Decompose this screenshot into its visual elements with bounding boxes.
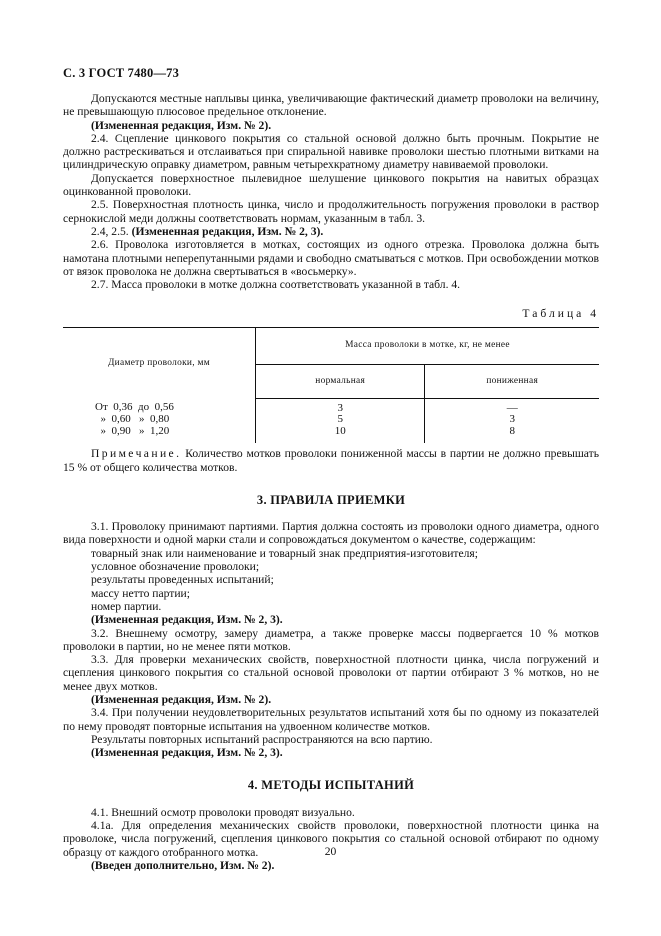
list-item: товарный знак или наименование и товарный знак предприятия-изготовителя;: [91, 546, 478, 560]
table-caption: Таблица 4: [522, 307, 599, 321]
cell-diameter: » 0,60 » 0,80: [63, 414, 256, 426]
cell-normal: 5: [256, 414, 425, 426]
amendment-note: (Измененная редакция, Изм. № 2, 3).: [131, 224, 324, 238]
paragraph-2-4: 2.4. Сцепление цинкового покрытия со стальной основой должно быть прочным. Покрытие не должно растрескиваться и отслаиваться при спиральной навивке проволоки шестью плотными витками на цилиндрическую оправку диаметром, равным четырехкратному диаметру навиваемой проволоки.: [63, 131, 599, 172]
page-number: 20: [324, 845, 337, 858]
amendment-note: (Измененная редакция, Изм. № 2, 3).: [91, 613, 283, 627]
amendment-note: (Измененная редакция, Изм. № 2, 3).: [91, 746, 283, 760]
document-body: [63, 92, 599, 872]
paragraph-3-1: 3.1. Проволоку принимают партиями. Партия должна состоять из проволоки одного диаметра, одного вида поверхности и одной марки стали и сопровождаться документом о качестве, содержащим:: [63, 520, 599, 547]
page-header: С. 3 ГОСТ 7480—73: [63, 66, 180, 80]
table-note: [63, 447, 599, 474]
table-row: [63, 398, 599, 414]
paragraph-2-5: 2.5. Поверхностная плотность цинка, число и продолжительность погружения проволоки в раствор сернокислой меди должны соответствовать нормам, указанным в табл. 3.: [63, 198, 599, 225]
column-header-mass: Масса проволоки в мотке, кг, не менее: [256, 327, 600, 364]
cell-diameter: От 0,36 до 0,56: [63, 398, 256, 414]
table-4: [63, 327, 599, 444]
clause-numbers: 2.4, 2.5.: [91, 224, 132, 238]
table-row: [63, 426, 599, 444]
paragraph-3-4: 3.4. При получении неудовлетворительных результатов испытаний хотя бы по одному из показателей по нему проводят повторные испытания на удвоенном количестве мотков.: [63, 706, 599, 733]
cell-normal: 10: [256, 426, 425, 444]
column-header-normal: нормальная: [256, 364, 425, 398]
cell-reduced: 3: [509, 413, 515, 426]
paragraph-3-3: 3.3. Для проверки механических свойств, поверхностной плотности цинка, числа погружений и сцепления цинкового покрытия со стальной основой проволоки от партии отбирают 3 % мотков, но не менее двух мотков.: [63, 653, 599, 693]
paragraph-flaking: Допускается поверхностное пылевидное шелушение цинкового покрытия на навитых образцах оцинкованной проволоки.: [63, 171, 599, 199]
note-text: Количество мотков проволоки пониженной массы в партии не должно превышать 15 % от общего количества мотков.: [63, 447, 599, 474]
list-item: условное обозначение проволоки;: [91, 560, 260, 574]
list-item: номер партии.: [91, 599, 162, 613]
paragraph-zinc-sags: Допускаются местные наплывы цинка, увеличивающие фактический диаметр проволоки на величину, не превышающую плюсовое предельное отклонение.: [63, 92, 599, 119]
column-header-diameter: Диаметр проволоки, мм: [63, 327, 256, 398]
paragraph-2-7: 2.7. Масса проволоки в мотке должна соответствовать указанной в табл. 4.: [91, 278, 461, 292]
amendment-note: (Измененная редакция, Изм. № 2).: [91, 118, 272, 132]
paragraph-4-1: 4.1. Внешний осмотр проволоки проводят визуально.: [91, 805, 355, 819]
section-3-title: 3. ПРАВИЛА ПРИЕМКИ: [256, 492, 406, 507]
amendment-note: (Измененная редакция, Изм. № 2).: [91, 693, 272, 706]
paragraph-retest: Результаты повторных испытаний распространяются на всю партию.: [91, 732, 433, 746]
list-item: результаты проведенных испытаний;: [91, 573, 274, 587]
cell-reduced: —: [506, 401, 518, 414]
paragraph-2-4-2-5-amendment: [63, 225, 599, 238]
paragraph-4-1a: 4.1а. Для определения механических свойств проволоки, поверхностной плотности цинка на проволоке, числа погружений, сцепления цинкового покрытия со стальной основой отбирают по одному образцу от каждого отобранного мотка.: [63, 819, 599, 859]
paragraph-3-2: 3.2. Внешнему осмотру, замеру диаметра, а также проверке массы подвергается 10 % мотков проволоки в партии, но не менее пяти мотков.: [63, 626, 599, 653]
cell-reduced: 8: [509, 424, 515, 437]
section-4-title: 4. МЕТОДЫ ИСПЫТАНИЙ: [247, 778, 415, 793]
paragraph-2-6: 2.6. Проволока изготовляется в мотках, состоящих из одного отрезка. Проволока должна быть намотана плотными неперепутанными рядами и свободно сматываться с мотков. При освобождении мотков от вязок проволока не должна свертываться в «восьмерку».: [63, 238, 599, 278]
cell-diameter: » 0,90 » 1,20: [63, 426, 256, 444]
note-label: Примечание.: [91, 447, 182, 461]
amendment-note: (Введен дополнительно, Изм. № 2).: [91, 858, 275, 872]
list-item: массу нетто партии;: [91, 586, 190, 600]
cell-normal: 3: [256, 398, 425, 414]
column-header-reduced: пониженная: [425, 364, 599, 398]
